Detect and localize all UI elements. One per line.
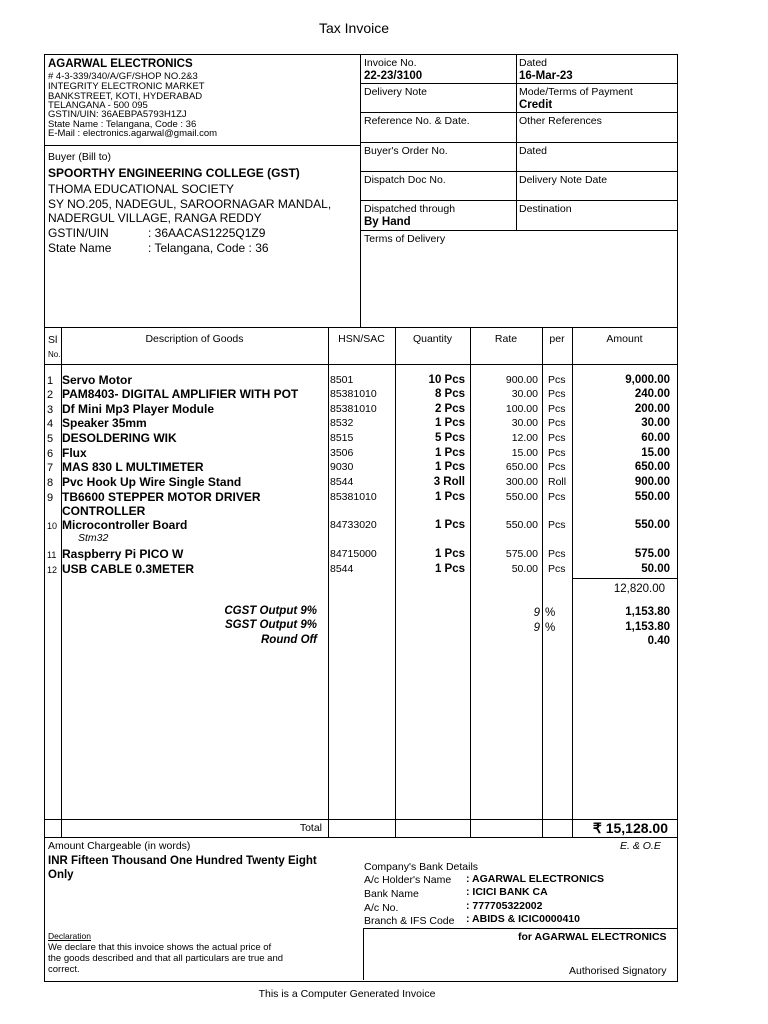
tax-per: % [545, 607, 556, 619]
item-hsn: 84733020 [330, 519, 377, 531]
item-sl: 9 [47, 492, 54, 504]
amount-in-words-cont: Only [48, 869, 74, 881]
item-quantity: 10 Pcs [428, 374, 465, 386]
buyer-gstin-value: : 36AACAS1225Q1Z9 [148, 226, 266, 240]
item-per: Pcs [548, 374, 566, 386]
item-quantity: 1 Pcs [434, 447, 465, 459]
declaration-text: We declare that this invoice shows the actual price of [48, 942, 272, 953]
bank-value: : ICICI BANK CA [466, 886, 548, 898]
payment-mode: Credit [519, 99, 553, 111]
computer-generated-note: This is a Computer Generated Invoice [258, 988, 436, 1000]
item-description: MAS 830 L MULTIMETER [62, 460, 204, 474]
declaration-text: correct. [48, 964, 80, 975]
item-rate: 30.00 [511, 417, 538, 429]
seller-gstin: GSTIN/UIN: 36AEBPA5793H1ZJ [48, 109, 187, 120]
item-hsn: 9030 [330, 461, 354, 473]
col-quantity: Quantity [412, 333, 453, 345]
item-quantity: 1 Pcs [434, 519, 465, 531]
item-hsn: 8544 [330, 563, 354, 575]
item-quantity: 2 Pcs [434, 403, 465, 415]
item-sl: 4 [47, 418, 54, 430]
subtotal: 12,820.00 [613, 583, 665, 595]
item-sl: 3 [47, 404, 54, 416]
bank-value: : ABIDS & ICIC0000410 [466, 913, 580, 925]
buyer-line: SY NO.205, NADEGUL, SAROORNAGAR MANDAL, [48, 197, 332, 211]
item-amount: 240.00 [634, 388, 670, 400]
item-sl: 11 [47, 550, 57, 560]
item-description: DESOLDERING WIK [62, 431, 177, 445]
tax-per: % [545, 622, 556, 634]
buyers-order-label: Buyer's Order No. [364, 145, 448, 157]
tax-rate: 9 [533, 607, 540, 619]
buyer-state-label: State Name [48, 241, 112, 255]
bank-label: Branch & IFS Code [364, 915, 455, 927]
col-description: Description of Goods [145, 333, 244, 345]
item-per: Pcs [548, 432, 566, 444]
dispatched-through: By Hand [364, 216, 411, 228]
destination-label: Destination [519, 203, 572, 215]
item-quantity: 8 Pcs [434, 388, 465, 400]
amount-in-words: INR Fifteen Thousand One Hundred Twenty Eight [48, 855, 317, 867]
item-quantity: 1 Pcs [434, 461, 465, 473]
col-per: per [549, 333, 565, 345]
seller-name: AGARWAL ELECTRONICS [48, 58, 193, 70]
tax-label: CGST Output 9% [224, 605, 317, 617]
buyer-line: THOMA EDUCATIONAL SOCIETY [48, 182, 235, 196]
item-quantity: 1 Pcs [434, 563, 465, 575]
item-hsn: 8544 [330, 476, 354, 488]
item-sl: 2 [47, 389, 54, 401]
item-amount: 9,000.00 [625, 374, 670, 386]
item-subdescription: Stm32 [78, 532, 109, 544]
item-hsn: 3506 [330, 447, 354, 459]
declaration-text: the goods described and that all particulars are true and [48, 953, 284, 964]
seller-address-line: # 4-3-339/340/A/GF/SHOP NO.2&3 [48, 71, 198, 82]
invoice-no-label: Invoice No. [364, 57, 417, 69]
buyer-line: NADERGUL VILLAGE, RANGA REDDY [48, 211, 262, 225]
item-amount: 60.00 [641, 432, 670, 444]
eoe: E. & O.E [620, 840, 661, 852]
item-per: Pcs [548, 388, 566, 400]
item-rate: 550.00 [505, 491, 538, 503]
delivery-note-label: Delivery Note [364, 86, 428, 98]
bank-label: Bank Name [364, 888, 419, 900]
item-description: Flux [62, 446, 87, 460]
order-dated-label: Dated [519, 145, 548, 157]
amount-words-label: Amount Chargeable (in words) [48, 840, 191, 852]
item-sl: 7 [47, 462, 54, 474]
seller-state: State Name : Telangana, Code : 36 [48, 119, 197, 130]
bank-value: : 777705322002 [466, 900, 543, 912]
item-per: Pcs [548, 519, 566, 531]
round-off-amount: 0.40 [647, 635, 670, 647]
total-label: Total [299, 822, 322, 834]
item-hsn: 85381010 [330, 491, 377, 503]
terms-of-delivery-label: Terms of Delivery [364, 233, 446, 245]
item-sl: 1 [47, 375, 54, 387]
tax-amount: 1,153.80 [625, 606, 670, 618]
item-quantity: 1 Pcs [434, 548, 465, 560]
item-quantity: 1 Pcs [434, 491, 465, 503]
item-quantity: 1 Pcs [434, 417, 465, 429]
item-amount: 50.00 [641, 563, 670, 575]
item-rate: 900.00 [505, 374, 538, 386]
other-references-label: Other References [519, 115, 602, 127]
item-rate: 12.00 [511, 432, 538, 444]
authorised-signatory: Authorised Signatory [569, 965, 667, 977]
round-off-label: Round Off [261, 634, 317, 646]
item-per: Pcs [548, 548, 566, 560]
seller-email: E-Mail : electronics.agarwal@gmail.com [48, 128, 218, 139]
buyer-name: SPOORTHY ENGINEERING COLLEGE (GST) [48, 166, 300, 180]
item-per: Pcs [548, 447, 566, 459]
header-divider [360, 54, 361, 327]
tax-rate: 9 [533, 622, 540, 634]
item-per: Pcs [548, 491, 566, 503]
item-per: Roll [548, 476, 567, 488]
item-description: TB6600 STEPPER MOTOR DRIVER [62, 490, 261, 504]
col-amount: Amount [606, 333, 643, 345]
buyer-state-value: : Telangana, Code : 36 [148, 241, 269, 255]
col-sl: Sl [48, 334, 58, 346]
mode-label: Mode/Terms of Payment [519, 86, 633, 98]
tax-label: SGST Output 9% [225, 619, 317, 631]
for-company: for AGARWAL ELECTRONICS [518, 931, 667, 943]
invoice-date: 16-Mar-23 [519, 70, 573, 82]
item-amount: 550.00 [634, 519, 670, 531]
dispatched-through-label: Dispatched through [364, 203, 456, 215]
item-description: Microcontroller Board [62, 518, 188, 532]
bank-label: A/c No. [364, 902, 399, 914]
seller-address-line: BANKSTREET, KOTI, HYDERABAD [48, 91, 203, 102]
item-sl: 8 [47, 477, 54, 489]
item-description-cont: CONTROLLER [62, 504, 146, 518]
item-per: Pcs [548, 403, 566, 415]
item-hsn: 85381010 [330, 388, 377, 400]
buyer-gstin-label: GSTIN/UIN [48, 226, 109, 240]
bank-value: : AGARWAL ELECTRONICS [466, 873, 605, 885]
item-description: Df Mini Mp3 Player Module [62, 402, 215, 416]
bank-label: A/c Holder's Name [364, 874, 452, 886]
seller-address-line: TELANGANA - 500 095 [48, 100, 148, 111]
item-hsn: 8515 [330, 432, 354, 444]
bank-details-title: Company's Bank Details [364, 861, 479, 873]
item-quantity: 3 Roll [433, 476, 465, 488]
col-rate: Rate [494, 333, 518, 345]
declaration-label: Declaration [48, 931, 91, 941]
item-per: Pcs [548, 461, 566, 473]
item-rate: 300.00 [505, 476, 538, 488]
item-per: Pcs [548, 417, 566, 429]
item-sl: 5 [47, 433, 54, 445]
item-sl: 6 [47, 448, 54, 460]
dispatch-doc-label: Dispatch Doc No. [364, 174, 446, 186]
item-rate: 15.00 [511, 447, 538, 459]
item-amount: 550.00 [634, 491, 670, 503]
item-hsn: 85381010 [330, 403, 377, 415]
item-rate: 30.00 [511, 388, 538, 400]
item-rate: 100.00 [505, 403, 538, 415]
item-amount: 15.00 [641, 447, 670, 459]
delivery-note-date-label: Delivery Note Date [519, 174, 608, 186]
item-sl: 10 [47, 521, 58, 531]
item-description: Pvc Hook Up Wire Single Stand [62, 475, 242, 489]
seller-address-line: INTEGRITY ELECTRONIC MARKET [48, 81, 205, 92]
item-hsn: 8501 [330, 374, 354, 386]
item-amount: 900.00 [634, 476, 670, 488]
tax-amount: 1,153.80 [625, 621, 670, 633]
col-no: No. [48, 350, 61, 359]
item-per: Pcs [548, 563, 566, 575]
item-rate: 650.00 [505, 461, 538, 473]
item-rate: 50.00 [511, 563, 538, 575]
item-hsn: 84715000 [330, 548, 377, 560]
item-description: Speaker 35mm [62, 416, 147, 430]
invoice-no: 22-23/3100 [364, 70, 423, 82]
reference-label: Reference No. & Date. [364, 115, 470, 127]
item-rate: 575.00 [505, 548, 538, 560]
col-hsn: HSN/SAC [338, 333, 385, 345]
invoice-title: Tax Invoice [318, 20, 390, 36]
item-description: PAM8403- DIGITAL AMPLIFIER WITH POT [62, 387, 299, 401]
item-amount: 30.00 [641, 417, 670, 429]
item-description: Raspberry Pi PICO W [62, 547, 184, 561]
item-sl: 12 [47, 565, 58, 575]
item-amount: 200.00 [634, 403, 670, 415]
item-amount: 650.00 [634, 461, 670, 473]
grand-total: ₹ 15,128.00 [592, 820, 668, 836]
item-hsn: 8532 [330, 417, 354, 429]
item-description: USB CABLE 0.3METER [62, 562, 195, 576]
item-amount: 575.00 [634, 548, 670, 560]
buyer-label: Buyer (Bill to) [48, 151, 112, 163]
item-quantity: 5 Pcs [434, 432, 465, 444]
item-description: Servo Motor [62, 373, 133, 387]
item-rate: 550.00 [505, 519, 538, 531]
dated-label: Dated [519, 57, 548, 69]
